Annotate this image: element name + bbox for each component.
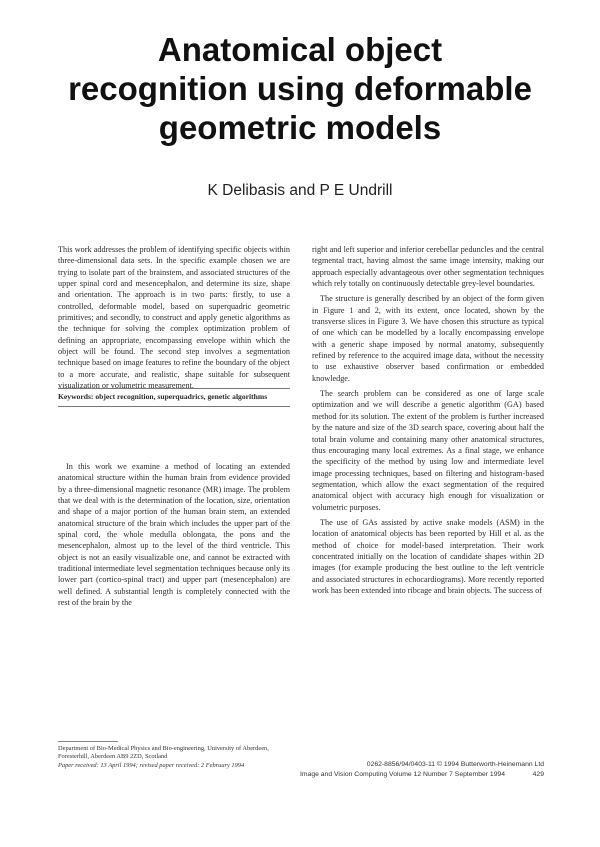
- page-footer: [300, 760, 544, 779]
- right-paragraph-3: The search problem can be considered as one of large scale optimization and we will describe a genetic algorithm (GA) based method for its solution. The extent of the problem is further increased by the nature and size of the 3D search space, covering about half the total brain volume and containing many other anatomical structures, thus encouraging many local extremes. As a final stage, we enhance the specificity of the method by using low and intermediate level image processing techniques, based on filtering and histogram-based segmentation, which allow the exact segmentation of the required anatomical object with accuracy high enough for visualization or volumetric purposes.: [312, 389, 544, 512]
- divider-top: [58, 388, 290, 389]
- introduction: [58, 461, 290, 608]
- footer-journal: Image and Vision Computing Volume 12 Number 7 September 1994: [300, 770, 506, 778]
- affiliation: Department of Bio-Medical Physics and Bio-engineering, University of Aberdeen, Foresterhill, Aberdeen AB9 2ZD, Scotland: [58, 745, 269, 761]
- intro-paragraph: In this work we examine a method of locating an extended anatomical structure within the human brain from evidence provided by a three-dimensional magnetic resonance (MR) image. The problem that we deal with is the determination of the location, size, orientation and shape of a major portion of the human brain stem, an extended anatomical structure of the brain which includes the upper part of the spinal cord, the whole medulla oblongata, the pons and the mesencephalon, almost up to the level of the third ventricle. This object is not an easily visualizable one, and cannot be extracted with traditional intermediate level segmentation techniques because only its lower part (cortico-spinal tract) and upper part (mesencephalon) are well defined. A substantial length is completely connected with the rest of the brain by the: [58, 462, 290, 608]
- abstract: [58, 244, 290, 391]
- right-paragraph-1: right and left superior and inferior cerebellar peduncles and the central tegmental tract, having almost the same image intensity, making our approach especially advantageous over other segmentation techniques which rely totally on continuously detectable grey-level boundaries.: [312, 245, 544, 289]
- divider-bottom: [58, 406, 290, 407]
- right-paragraph-2: The structure is generally described by an object of the form given in Figure 1 and 2, with its extent, once located, shown by the transverse slices in Figure 3. We have chosen this structure as typical of one which can be modelled by a locally encompassing envelope with a generic shape imposed by normal anatomy, subsequently refined by reference to the acquired image data, without the necessity to use exhaustive observer based confirmation or embedded knowledge.: [312, 294, 544, 383]
- footer-copyright: 0262-8856/94/0403-11 © 1994 Butterworth-Heinemann Ltd: [366, 761, 544, 768]
- title-line-2: recognition using deformable: [68, 70, 532, 107]
- abstract-text: This work addresses the problem of identifying specific objects within three-dimensional data sets. In the specific example chosen we are trying to isolate part of the brainstem, and associated structures of the upper spinal cord and mesencephalon, and determine its size, shape and orientation. The approach is in two parts: firstly, to use a controlled, deformable model, based on superquadric geometric primitives; and secondly, to construct and apply genetic algorithms as the technique for solving the complex optimization problem of defining an appropriate, encompassing envelope within which the object will be found. The second step involves a segmentation technique based on image features to refine the boundary of the object to a more accurate, and realistic, shape suitable for subsequent visualization or volumetric measurement.: [58, 245, 290, 391]
- right-column: [312, 244, 544, 600]
- received-date: Paper received: 13 April 1994; revised paper received: 2 February 1994: [58, 761, 245, 769]
- authors: K Delibasis and P E Undrill: [207, 182, 393, 199]
- keywords: Keywords: object recognition, superquadrics, genetic algorithms: [58, 392, 268, 401]
- title-line-1: Anatomical object: [157, 31, 443, 68]
- title-line-3: geometric models: [158, 109, 442, 146]
- affiliation-footnote: [58, 741, 290, 770]
- footnote-rule: [58, 741, 118, 742]
- right-paragraph-4: The use of GAs assisted by active snake models (ASM) in the location of anatomical objects has been reported by Hill et al. as the method of choice for model-based interpretation. Their work concentrated initially on the location of candidate shapes within 2D images (for example producing the best outline to the left ventricle and associated structures in echocardiograms). More recently reported work has been extended into ribcage and brain objects. The success of: [312, 517, 544, 595]
- article-title: [40, 30, 560, 147]
- page-number: 429: [532, 770, 544, 778]
